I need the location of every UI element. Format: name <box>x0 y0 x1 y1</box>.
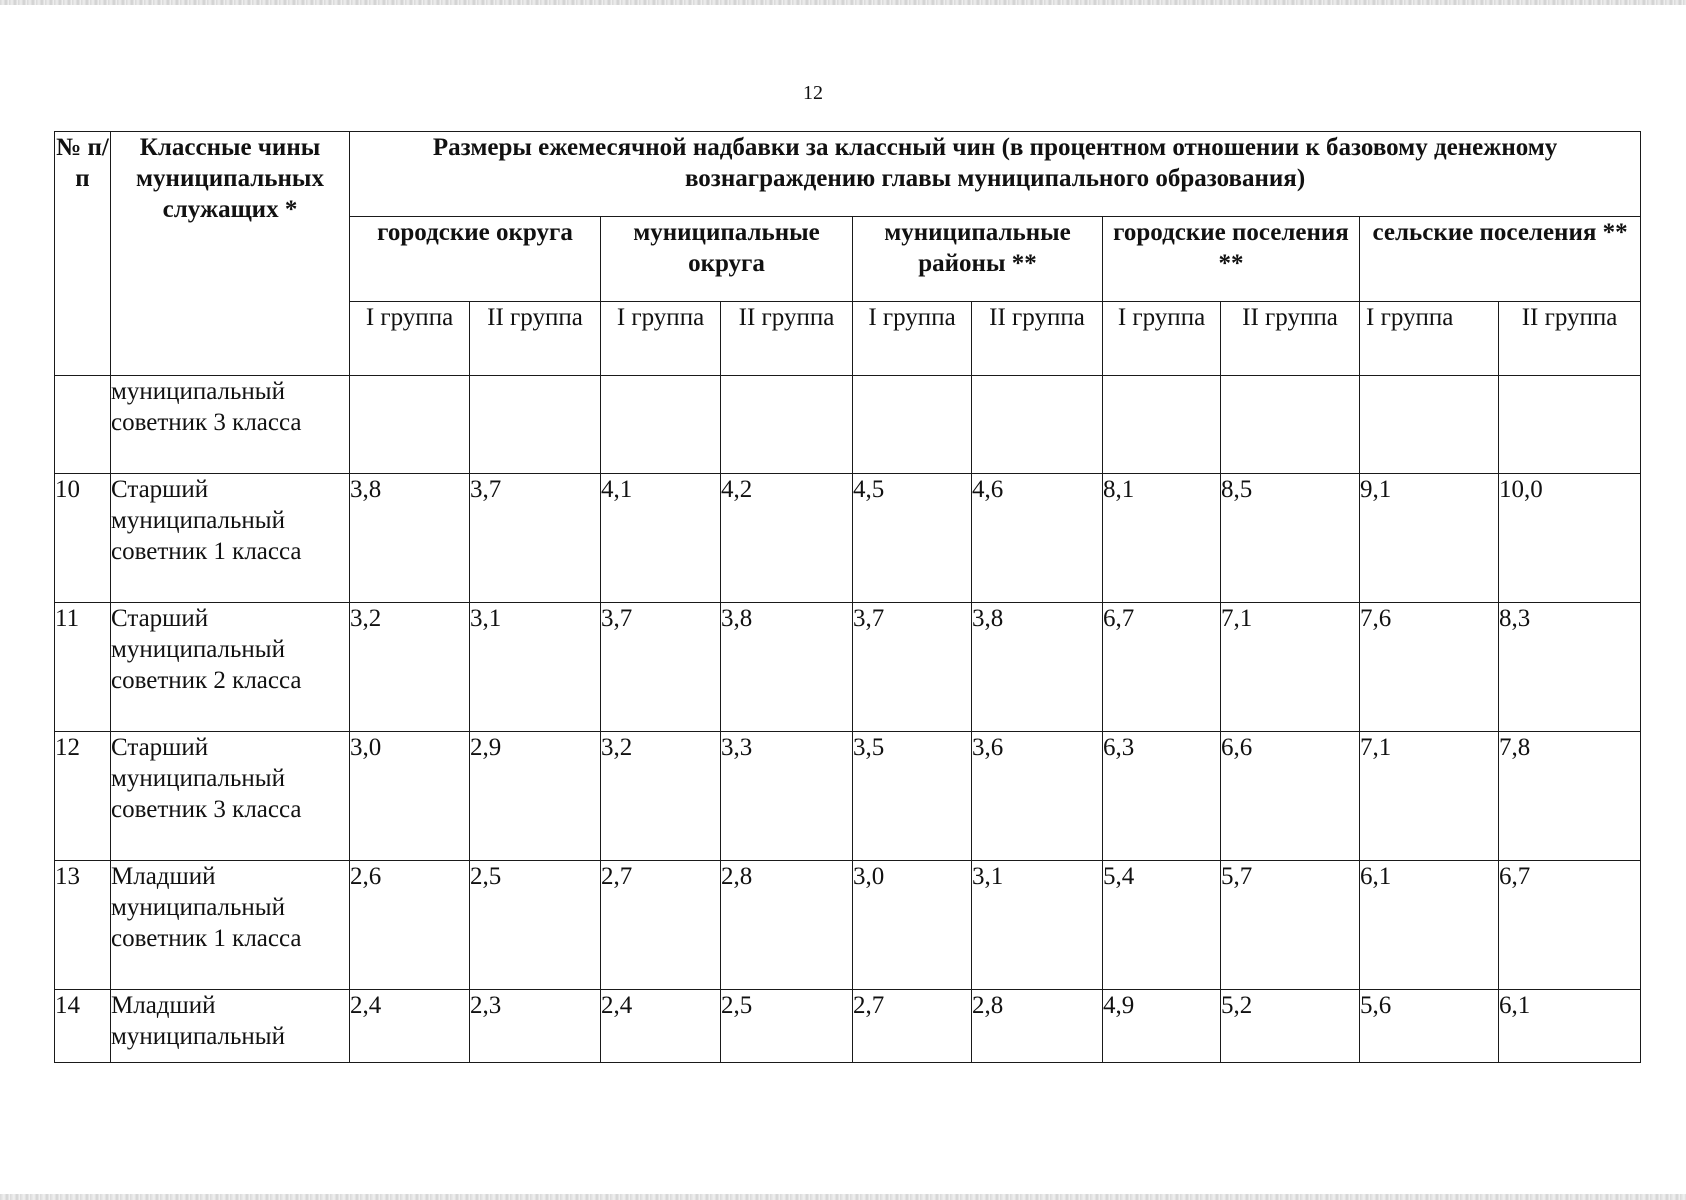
row-value <box>350 376 470 474</box>
row-value: 6,7 <box>1499 861 1641 990</box>
row-value <box>1103 376 1221 474</box>
header-row-main <box>55 132 1641 217</box>
row-value: 6,6 <box>1221 732 1360 861</box>
row-value: 3,1 <box>470 603 601 732</box>
row-value: 3,0 <box>853 861 972 990</box>
row-value: 3,2 <box>601 732 721 861</box>
row-value: 2,3 <box>470 990 601 1063</box>
table-row <box>55 376 1641 474</box>
row-value: 6,1 <box>1499 990 1641 1063</box>
row-value: 2,4 <box>601 990 721 1063</box>
row-value: 3,0 <box>350 732 470 861</box>
row-value: 7,1 <box>1360 732 1499 861</box>
row-value: 5,7 <box>1221 861 1360 990</box>
header-subgroup-2: II группа <box>972 302 1103 376</box>
row-value: 3,8 <box>721 603 853 732</box>
header-subgroup-1: I группа <box>350 302 470 376</box>
header-subgroup-1: I группа <box>853 302 972 376</box>
header-group-city-districts: городские округа <box>350 217 601 302</box>
row-value: 8,5 <box>1221 474 1360 603</box>
page-number: 12 <box>803 82 823 104</box>
table-row <box>55 732 1641 861</box>
table-row <box>55 603 1641 732</box>
row-value: 3,8 <box>350 474 470 603</box>
header-subgroup-2: II группа <box>1221 302 1360 376</box>
row-value: 7,1 <box>1221 603 1360 732</box>
row-number: 12 <box>55 732 111 861</box>
row-number: 13 <box>55 861 111 990</box>
row-value: 4,1 <box>601 474 721 603</box>
row-value: 3,2 <box>350 603 470 732</box>
row-value: 8,3 <box>1499 603 1641 732</box>
header-group-rural-settlements: сельские поселения ** <box>1360 217 1641 302</box>
row-value: 3,7 <box>601 603 721 732</box>
table-row <box>55 990 1641 1063</box>
row-value: 3,6 <box>972 732 1103 861</box>
row-value <box>1360 376 1499 474</box>
header-num: № п/п <box>55 132 111 376</box>
row-value: 9,1 <box>1360 474 1499 603</box>
row-value <box>1499 376 1641 474</box>
row-value: 5,6 <box>1360 990 1499 1063</box>
row-value: 6,7 <box>1103 603 1221 732</box>
row-rank: Старший муниципальный советник 2 класса <box>111 603 350 732</box>
row-value: 2,5 <box>470 861 601 990</box>
row-value: 8,1 <box>1103 474 1221 603</box>
row-rank: Старший муниципальный советник 1 класса <box>111 474 350 603</box>
row-value: 6,3 <box>1103 732 1221 861</box>
header-group-municipal-districts: муниципальные округа <box>601 217 853 302</box>
row-value: 3,8 <box>972 603 1103 732</box>
header-rank: Классные чины муниципальных служащих * <box>111 132 350 376</box>
header-subgroup-1: I группа <box>601 302 721 376</box>
header-subgroup-1: I группа <box>1103 302 1221 376</box>
row-value: 7,8 <box>1499 732 1641 861</box>
row-value: 7,6 <box>1360 603 1499 732</box>
row-value: 2,8 <box>721 861 853 990</box>
row-value: 5,2 <box>1221 990 1360 1063</box>
header-subgroup-2: II группа <box>470 302 601 376</box>
header-subgroup-1: I группа <box>1360 302 1499 376</box>
row-number: 14 <box>55 990 111 1063</box>
row-value: 4,5 <box>853 474 972 603</box>
row-value: 2,7 <box>601 861 721 990</box>
row-value <box>972 376 1103 474</box>
header-group-urban-settlements: городские поселения ** <box>1103 217 1360 302</box>
table-row <box>55 474 1641 603</box>
row-value: 2,7 <box>853 990 972 1063</box>
row-value: 2,6 <box>350 861 470 990</box>
row-value: 2,5 <box>721 990 853 1063</box>
row-rank: Младший муниципальный советник 1 класса <box>111 861 350 990</box>
row-rank: Старший муниципальный советник 3 класса <box>111 732 350 861</box>
row-value: 3,3 <box>721 732 853 861</box>
row-number: 11 <box>55 603 111 732</box>
row-value: 3,1 <box>972 861 1103 990</box>
header-subgroup-2: II группа <box>721 302 853 376</box>
row-value <box>601 376 721 474</box>
row-value <box>470 376 601 474</box>
row-value <box>721 376 853 474</box>
row-value: 3,5 <box>853 732 972 861</box>
row-value: 4,9 <box>1103 990 1221 1063</box>
header-subgroup-2: II группа <box>1499 302 1641 376</box>
row-rank: Младший муниципальный <box>111 990 350 1063</box>
allowance-table <box>54 131 1641 1063</box>
row-value <box>853 376 972 474</box>
row-value: 10,0 <box>1499 474 1641 603</box>
row-value: 4,2 <box>721 474 853 603</box>
row-value: 4,6 <box>972 474 1103 603</box>
scan-edge-bottom <box>0 1194 1686 1200</box>
row-value: 3,7 <box>470 474 601 603</box>
row-value: 2,9 <box>470 732 601 861</box>
row-value <box>1221 376 1360 474</box>
row-value: 2,4 <box>350 990 470 1063</box>
row-number <box>55 376 111 474</box>
header-main-title: Размеры ежемесячной надбавки за классный чин (в процентном отношении к базовому денежному вознаграждению главы муниципального образования) <box>350 132 1641 217</box>
row-rank: муниципальный советник 3 класса <box>111 376 350 474</box>
scan-edge-top <box>0 0 1686 5</box>
row-value: 3,7 <box>853 603 972 732</box>
row-value: 2,8 <box>972 990 1103 1063</box>
row-value: 5,4 <box>1103 861 1221 990</box>
row-number: 10 <box>55 474 111 603</box>
header-group-municipal-regions: муниципальные районы ** <box>853 217 1103 302</box>
table-row <box>55 861 1641 990</box>
row-value: 6,1 <box>1360 861 1499 990</box>
